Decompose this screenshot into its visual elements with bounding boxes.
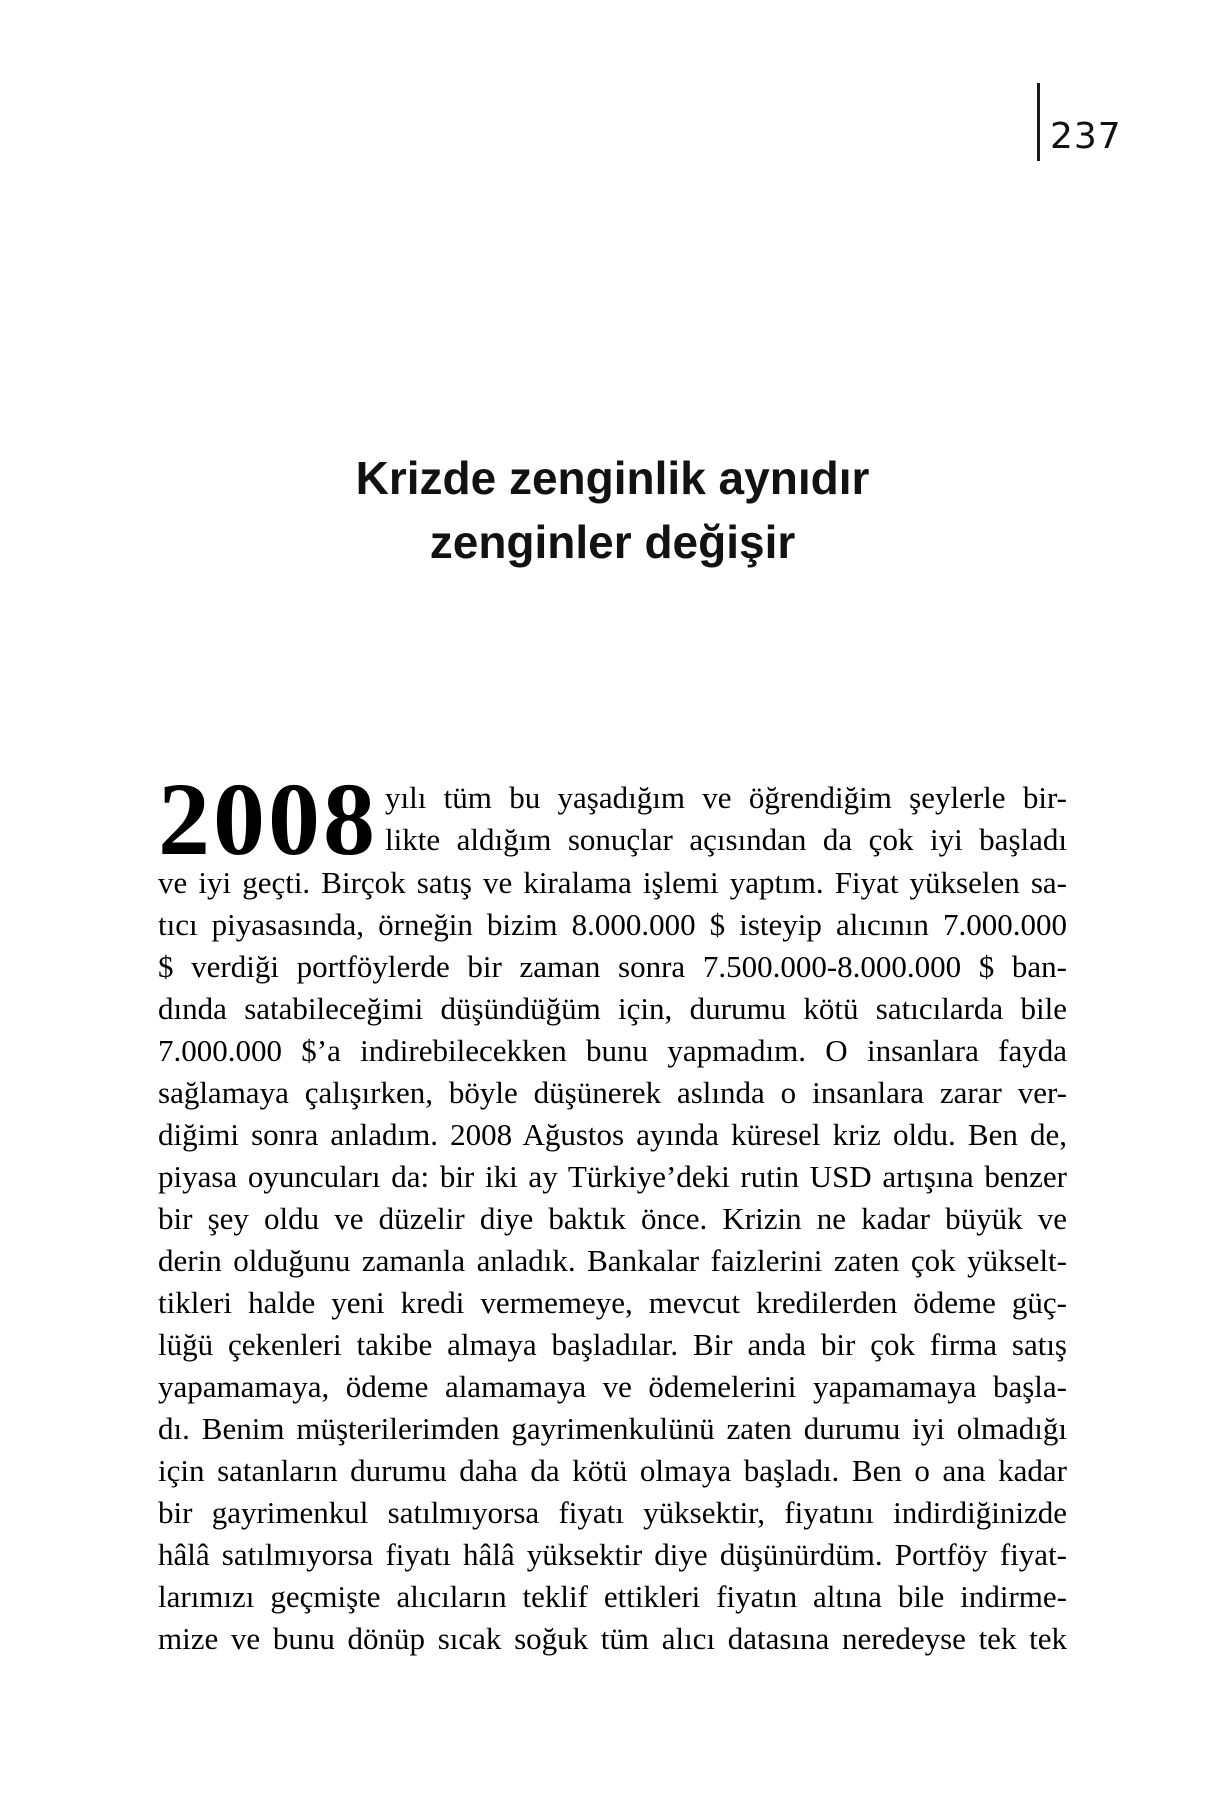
body-line: piyasa oyuncuları da: bir iki ay Türkiye’deki rutin USD artışına benzer [158, 1159, 1067, 1194]
body-line: larımızı geçmişte alıcıların teklif ettikleri fiyatın altına bile indirme- [158, 1579, 1067, 1614]
body-line: sağlamaya çalışırken, böyle düşünerek aslında o insanlara zarar ver- [158, 1075, 1067, 1110]
body-line: diğimi sonra anladım. 2008 Ağustos ayında küresel kriz oldu. Ben de, [158, 1117, 1067, 1152]
body-line: lüğü çekenleri takibe almaya başladılar. Bir anda bir çok firma satış [158, 1327, 1067, 1362]
body-line: likte aldığım sonuçlar açısından da çok iyi başladı [385, 822, 1067, 857]
page-number: 237 [1050, 116, 1122, 157]
body-line: dı. Benim müşterilerimden gayrimenkulünü zaten durumu iyi olmadığı [158, 1411, 1067, 1446]
dropcap-year: 2008 [158, 762, 378, 877]
body-line: bir şey oldu ve düzelir diye baktık önce. Krizin ne kadar büyük ve [158, 1201, 1067, 1236]
body-line: dında satabileceğimi düşündüğüm için, durumu kötü satıcılarda bile [158, 991, 1067, 1026]
chapter-title-line-1: Krizde zenginlik aynıdır [355, 452, 870, 504]
chapter-title [158, 446, 1067, 574]
body-line: 7.000.000 $’a indirebilecekken bunu yapmadım. O insanlara fayda [158, 1033, 1067, 1068]
body-line: ve iyi geçti. Birçok satış ve kiralama işlemi yaptım. Fiyat yükselen sa- [158, 865, 1067, 900]
page-number-rule [1037, 83, 1040, 161]
body-line: mize ve bunu dönüp sıcak soğuk tüm alıcı datasına neredeyse tek tek [158, 1621, 1067, 1656]
paragraph-opening [158, 762, 1067, 877]
body-line: bir gayrimenkul satılmıyorsa fiyatı yüksektir, fiyatını indirdiğinizde [158, 1495, 1067, 1530]
body-line: yapamamaya, ödeme alamamaya ve ödemelerini yapamamaya başla- [158, 1369, 1067, 1404]
body-line: hâlâ satılmıyorsa fiyatı hâlâ yüksektir diye düşünürdüm. Portföy fiyat- [158, 1537, 1067, 1572]
chapter-title-line-2: zenginler değişir [429, 516, 796, 568]
body-line: $ verdiği portföylerde bir zaman sonra 7.500.000-8.000.000 $ ban- [158, 949, 1067, 984]
body-line: yılı tüm bu yaşadığım ve öğrendiğim şeylerle bir- [385, 780, 1067, 815]
body-line: derin olduğunu zamanla anladık. Bankalar faizlerini zaten çok yükselt- [158, 1243, 1067, 1278]
body-line: için satanların durumu daha da kötü olmaya başladı. Ben o ana kadar [158, 1453, 1067, 1488]
paragraph [158, 762, 1067, 1660]
body-line: tıcı piyasasında, örneğin bizim 8.000.000 $ isteyip alıcının 7.000.000 [158, 907, 1067, 942]
body-line: tikleri halde yeni kredi vermemeye, mevcut kredilerden ödeme güç- [158, 1285, 1067, 1320]
